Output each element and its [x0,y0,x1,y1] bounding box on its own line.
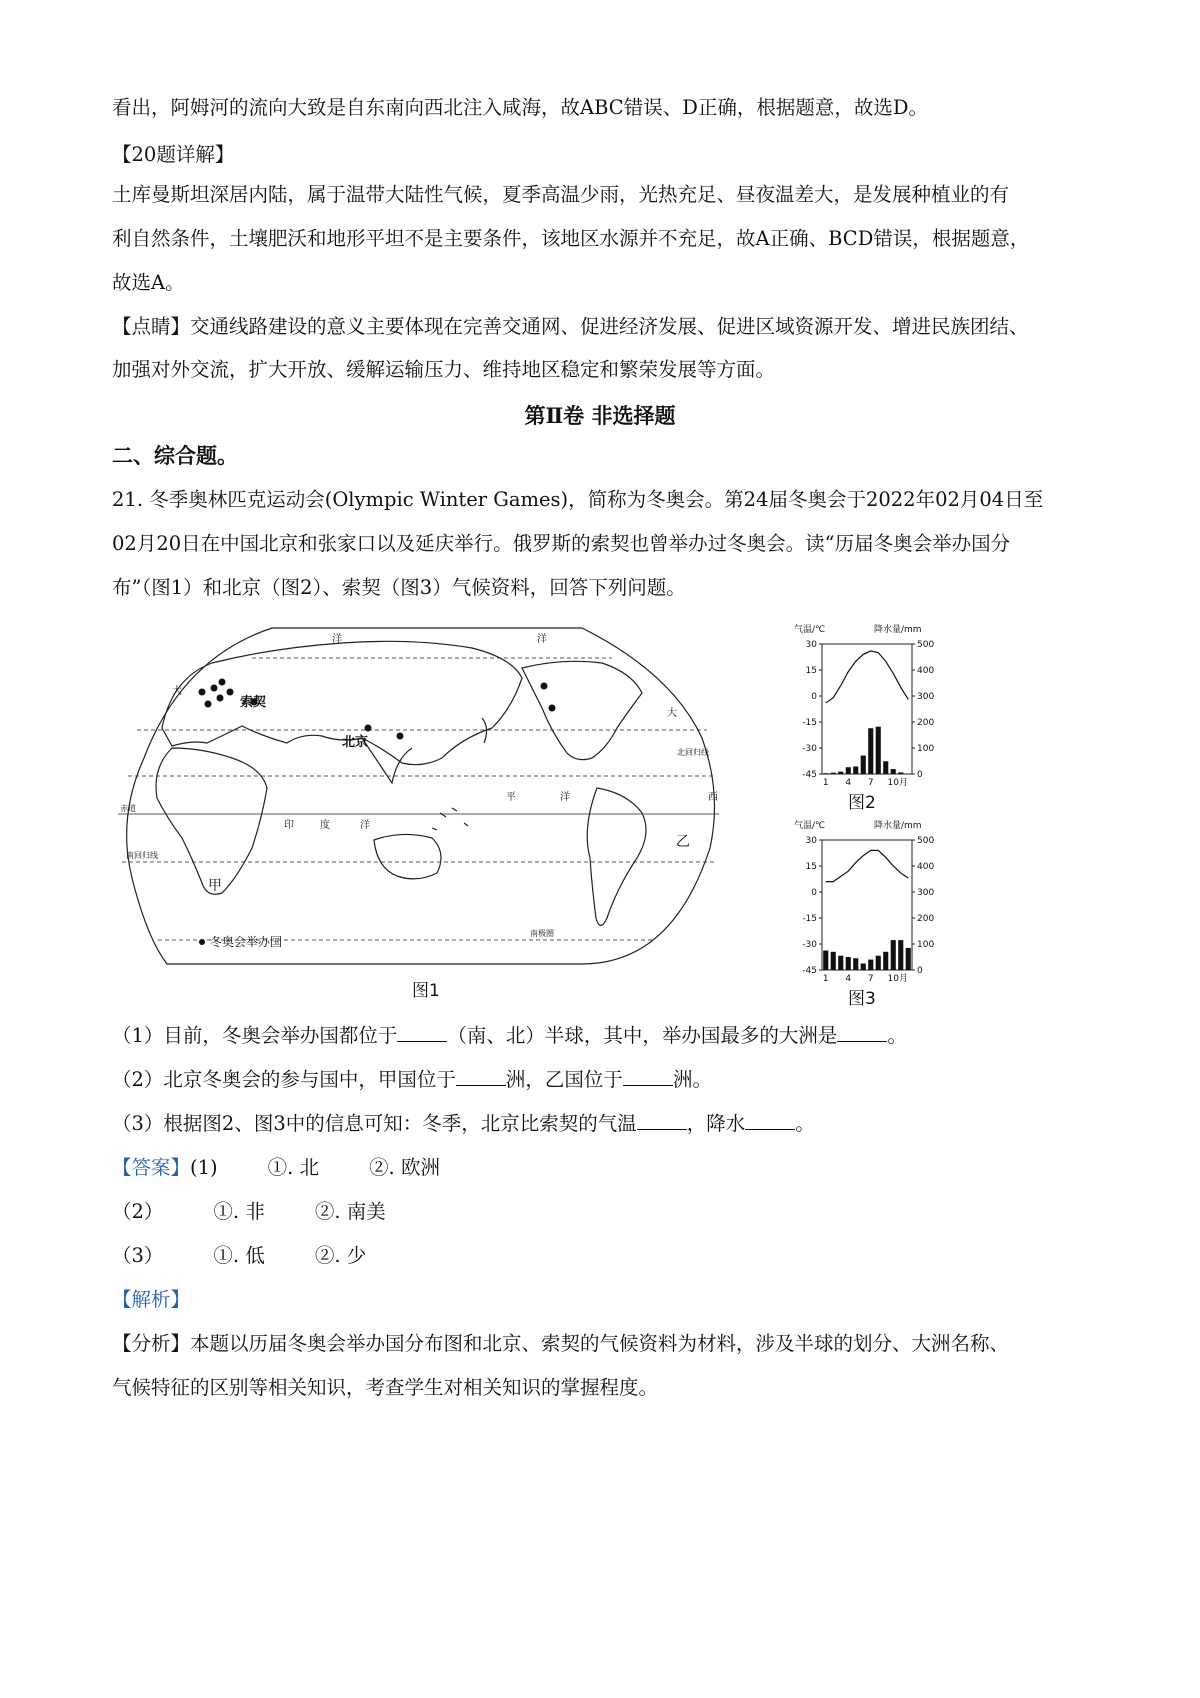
text-line: 故选A。 [112,271,185,294]
temp-tick-label: 0 [811,692,817,702]
label-ocean: 洋 [332,634,342,645]
answer-blank[interactable] [456,1067,506,1086]
analysis-label: 【解析】 [112,1288,191,1311]
precip-bar [906,773,911,774]
subquestion-1 [112,1022,907,1050]
text: （3） [112,1244,164,1267]
answer-row-1 [112,1154,440,1182]
temp-line [826,651,909,703]
text: （2）北京冬奥会的参与国中，甲国位于 [112,1068,456,1091]
label-ocean: 印 [284,820,294,831]
figure-caption: 图3 [848,989,876,1009]
temp-tick-label: -15 [802,718,817,728]
temp-tick-label: 15 [805,862,817,872]
precip-bar [868,728,873,774]
label-north-tropic: 北回归线 [677,748,709,757]
month-tick-label: 7 [867,778,874,788]
figure-caption: 图1 [412,981,440,1001]
text-line: 看出，阿姆河的流向大致是自东南向西北注入咸海，故ABC错误、D正确，根据题意，故选D。 [112,96,928,119]
precip-tick-label: 100 [917,940,935,950]
text: 洲。 [672,1068,712,1091]
question-text: 21. 冬季奥林匹克运动会(Olympic Winter Games)，简称为冬奥会。第24届冬奥会于2022年02月04日至 [112,488,1044,511]
precip-tick-label: 0 [917,770,923,780]
chart-frame [822,644,912,774]
precip-bar [823,773,828,774]
answer-blank[interactable] [745,1111,795,1130]
temp-tick-label: -45 [802,966,817,976]
label-ocean: 西 [708,792,718,803]
subquestion-2 [112,1066,712,1094]
volume-title: 第Ⅱ卷 非选择题 [524,403,676,428]
precip-bar [831,952,836,970]
precip-bar [906,948,911,970]
temp-tick-label: 30 [805,640,817,650]
text-line: 利自然条件，土壤肥沃和地形平坦不是主要条件，该地区水源并不充足，故A正确、BCD错误，根据题意， [112,227,1030,250]
answer-label: 【答案】 [112,1156,191,1179]
text: （南、北）半球，其中，举办国最多的大洲是 [447,1024,838,1047]
label-ocean: 平 [506,792,516,803]
text: 。 [887,1024,907,1047]
part-title: 二、综合题。 [112,443,238,468]
temp-axis-label: 气温/℃ [794,821,826,831]
answer-blank[interactable] [837,1023,887,1042]
text-line: 土库曼斯坦深居内陆，属于温带大陆性气候，夏季高温少雨，光热充足、昼夜温差大，是发展种植业的有 [112,183,1010,206]
precip-bar [891,940,896,970]
map-frame [127,628,715,964]
precip-bar [853,766,858,774]
question-text: 布”（图1）和北京（图2）、索契（图3）气候资料，回答下列问题。 [112,576,686,599]
precip-bar [853,958,858,970]
precip-bar [838,772,843,774]
month-unit-label: 月 [899,974,909,984]
precip-tick-label: 400 [917,862,935,872]
text: 洲，乙国位于 [505,1068,623,1091]
precip-bar [898,940,903,970]
label-ocean: 度 [320,820,330,831]
temp-tick-label: 30 [805,836,817,846]
precip-tick-label: 500 [917,836,935,846]
text: ②. 欧洲 [369,1156,440,1179]
text: ，降水 [686,1112,746,1135]
analysis-text: 【分析】本题以历届冬奥会举办国分布图和北京、索契的气候资料为材料，涉及半球的划分、大洲名称、 [112,1332,1010,1355]
precip-bar [823,951,828,971]
temp-tick-label: -45 [802,770,817,780]
text: ②. 少 [314,1244,367,1267]
subquestion-3 [112,1110,815,1138]
label-ocean: 洋 [560,792,570,803]
text: ②. 南美 [314,1200,386,1223]
text: 。 [795,1112,815,1135]
text: (1) [190,1156,218,1179]
label-south-tropic: 南回归线 [126,851,158,860]
answer-blank[interactable] [397,1023,447,1042]
precip-tick-label: 200 [917,914,935,924]
month-tick-label: 10 [887,974,899,984]
text: ①. 非 [213,1200,265,1223]
text: （1）目前，冬奥会举办国都位于 [112,1024,398,1047]
month-tick-label: 4 [845,974,852,984]
temp-tick-label: -30 [802,940,817,950]
text-line: 加强对外交流，扩大开放、缓解运输压力、维持地区稳定和繁荣发展等方面。 [112,358,776,381]
precip-bar [861,964,866,971]
month-tick-label: 7 [867,974,874,984]
precip-axis-label: 降水量/mm [874,821,922,831]
precip-axis-label: 降水量/mm [874,625,922,635]
precip-bar [861,756,866,774]
precip-tick-label: 200 [917,718,935,728]
label-sochi: 索契 [240,695,267,710]
label-ocean: 洋 [360,820,370,831]
label-ocean: 大 [667,708,677,719]
month-tick-label: 10 [887,778,899,788]
subheading-q20: 【20题详解】 [112,143,235,166]
precip-bar [846,767,851,774]
temp-axis-label: 气温/℃ [794,625,826,635]
precip-bar [883,761,888,774]
answer-blank[interactable] [623,1067,673,1086]
map-legend-text: 冬奥会举办国 [210,935,283,949]
precip-bar [876,956,881,970]
climate-chart-beijing [792,618,940,814]
month-unit-label: 月 [899,778,909,788]
precip-bar [883,952,888,970]
label-ocean: 洋 [537,634,547,645]
answer-row-3 [112,1242,366,1270]
precip-bar [831,773,836,774]
precip-tick-label: 100 [917,744,935,754]
month-tick-label: 1 [822,778,829,788]
precip-bar [868,960,873,970]
label-ocean: 大 [172,686,182,697]
figure-caption: 图2 [848,793,876,813]
temp-tick-label: 0 [811,888,817,898]
precip-bar [846,957,851,970]
precip-tick-label: 400 [917,666,935,676]
precip-bar [838,956,843,970]
precip-tick-label: 300 [917,692,935,702]
label-jia: 甲 [208,878,222,894]
temp-line [826,850,909,881]
precip-bar [891,769,896,774]
month-tick-label: 4 [845,778,852,788]
precip-tick-label: 0 [917,966,923,976]
text: （2） [112,1200,164,1223]
label-equator: 赤道 [120,804,136,813]
question-text: 02月20日在中国北京和张家口以及延庆举行。俄罗斯的索契也曾举办过冬奥会。读“历届冬奥会举办国分 [112,532,1011,555]
temp-tick-label: -15 [802,914,817,924]
text: ①. 低 [213,1244,265,1267]
temp-tick-label: -30 [802,744,817,754]
text: （3）根据图2、图3中的信息可知：冬季，北京比索契的气温 [112,1112,637,1135]
temp-tick-label: 15 [805,666,817,676]
answer-row-2 [112,1198,386,1226]
precip-tick-label: 300 [917,888,935,898]
precip-bar [898,772,903,774]
precip-tick-label: 500 [917,640,935,650]
month-tick-label: 1 [822,974,829,984]
text: ①. 北 [267,1156,320,1179]
text-line: 【点睛】交通线路建设的意义主要体现在完善交通网、促进经济发展、促进区域资源开发、增进民族团结、 [112,315,1029,338]
world-map-figure [112,618,792,1088]
precip-bar [876,727,881,774]
label-antarctic: 南极圈 [530,929,554,938]
climate-chart-sochi [792,814,940,1010]
analysis-text: 气候特征的区别等相关知识，考查学生对相关知识的掌握程度。 [112,1376,659,1399]
answer-blank[interactable] [637,1111,687,1130]
label-beijing: 北京 [342,735,369,750]
label-yi: 乙 [676,834,690,850]
